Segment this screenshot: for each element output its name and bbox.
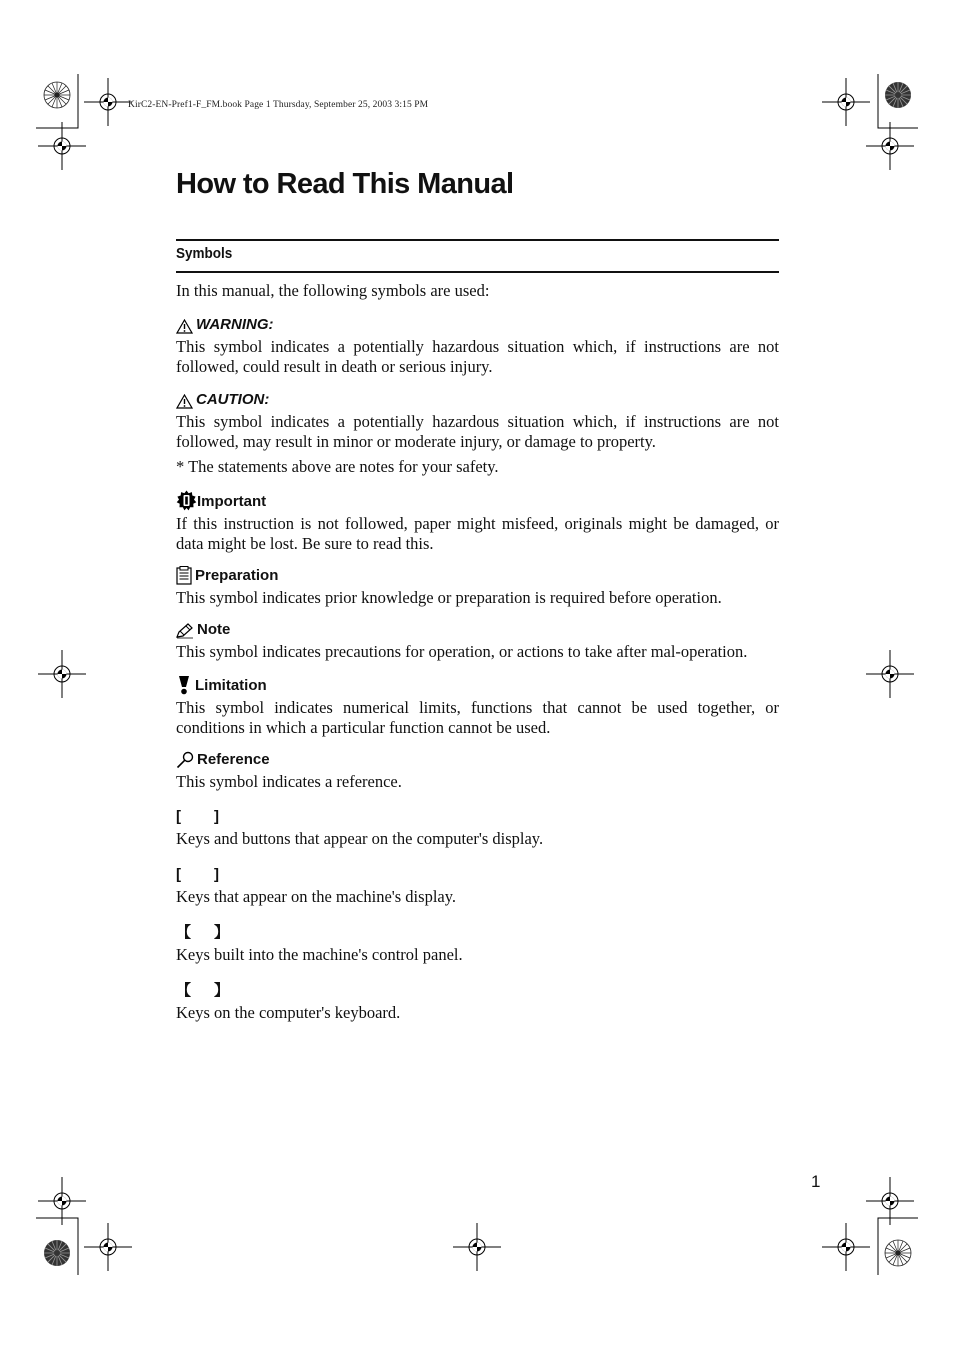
preparation-text: This symbol indicates prior knowledge or preparation is required before operation. (176, 588, 722, 608)
preparation-label: Preparation (195, 567, 279, 585)
bracket-close: ] (214, 808, 219, 826)
intro-text: In this manual, the following symbols are used: (176, 281, 490, 300)
reference-label: Reference (197, 750, 270, 768)
key-description-3: Keys built into the machine's control panel. (176, 944, 463, 964)
key-description-2: Keys that appear on the machine's display. (176, 887, 457, 907)
bracket-close: 】 (214, 981, 230, 999)
pencil-icon (176, 623, 194, 639)
key-bracket-1 (176, 808, 779, 826)
section-rule-bottom (176, 271, 779, 273)
page-title: How to Read This Manual (176, 168, 514, 200)
page-number: 1 (811, 1172, 821, 1191)
important-heading (176, 490, 779, 511)
warning-label: WARNING: (196, 315, 274, 333)
magnifier-icon (176, 751, 194, 769)
reference-text: This symbol indicates a reference. (176, 771, 402, 791)
warning-heading (176, 316, 779, 334)
caution-text: This symbol indicates a potentially hazardous situation which, if instructions are not followed, may result in minor or moderate injury, or damage to property. (176, 412, 779, 452)
note-text: This symbol indicates precautions for operation, or actions to take after mal-operation. (176, 642, 748, 662)
key-bracket-3 (176, 924, 779, 942)
reference-heading (176, 751, 779, 769)
important-icon (176, 490, 197, 511)
print-header-stamp: KirC2-EN-Pref1-F_FM.book Page 1 Thursday, September 25, 2003 3:15 PM (128, 100, 429, 110)
bracket-open: [ (176, 866, 181, 884)
key-description-1: Keys and buttons that appear on the computer's display. (176, 829, 544, 849)
clipboard-icon (176, 566, 192, 585)
key-bracket-4 (176, 982, 779, 1000)
key-description-4: Keys on the computer's keyboard. (176, 1002, 401, 1022)
bracket-open: 【 (176, 923, 192, 941)
preparation-heading (176, 566, 779, 585)
warning-text: This symbol indicates a potentially hazardous situation which, if instructions are not followed, could result in death or serious injury. (176, 336, 779, 376)
limitation-heading (176, 675, 779, 695)
note-heading (176, 621, 779, 639)
bracket-open: 【 (176, 981, 192, 999)
limitation-label: Limitation (195, 676, 267, 694)
important-text: If this instruction is not followed, paper might misfeed, originals might be damaged, or data might be lost. Be sure to read this. (176, 513, 779, 553)
warning-triangle-icon (176, 394, 193, 409)
bracket-close: 】 (214, 923, 230, 941)
section-title: Symbols (176, 245, 233, 262)
limitation-text: This symbol indicates numerical limits, functions that cannot be used together, or conditions in which a particular function cannot be used. (176, 697, 779, 737)
note-label: Note (197, 621, 231, 639)
warning-triangle-icon (176, 319, 193, 334)
key-bracket-2 (176, 866, 779, 884)
bracket-open: [ (176, 808, 181, 826)
section-rule-top (176, 239, 779, 241)
important-label: Important (197, 492, 267, 510)
exclamation-icon (176, 675, 192, 695)
caution-heading (176, 391, 779, 409)
bracket-close: ] (214, 866, 219, 884)
content (176, 281, 779, 1023)
caution-label: CAUTION: (196, 391, 270, 409)
safety-note: * The statements above are notes for your safety. (176, 456, 499, 476)
